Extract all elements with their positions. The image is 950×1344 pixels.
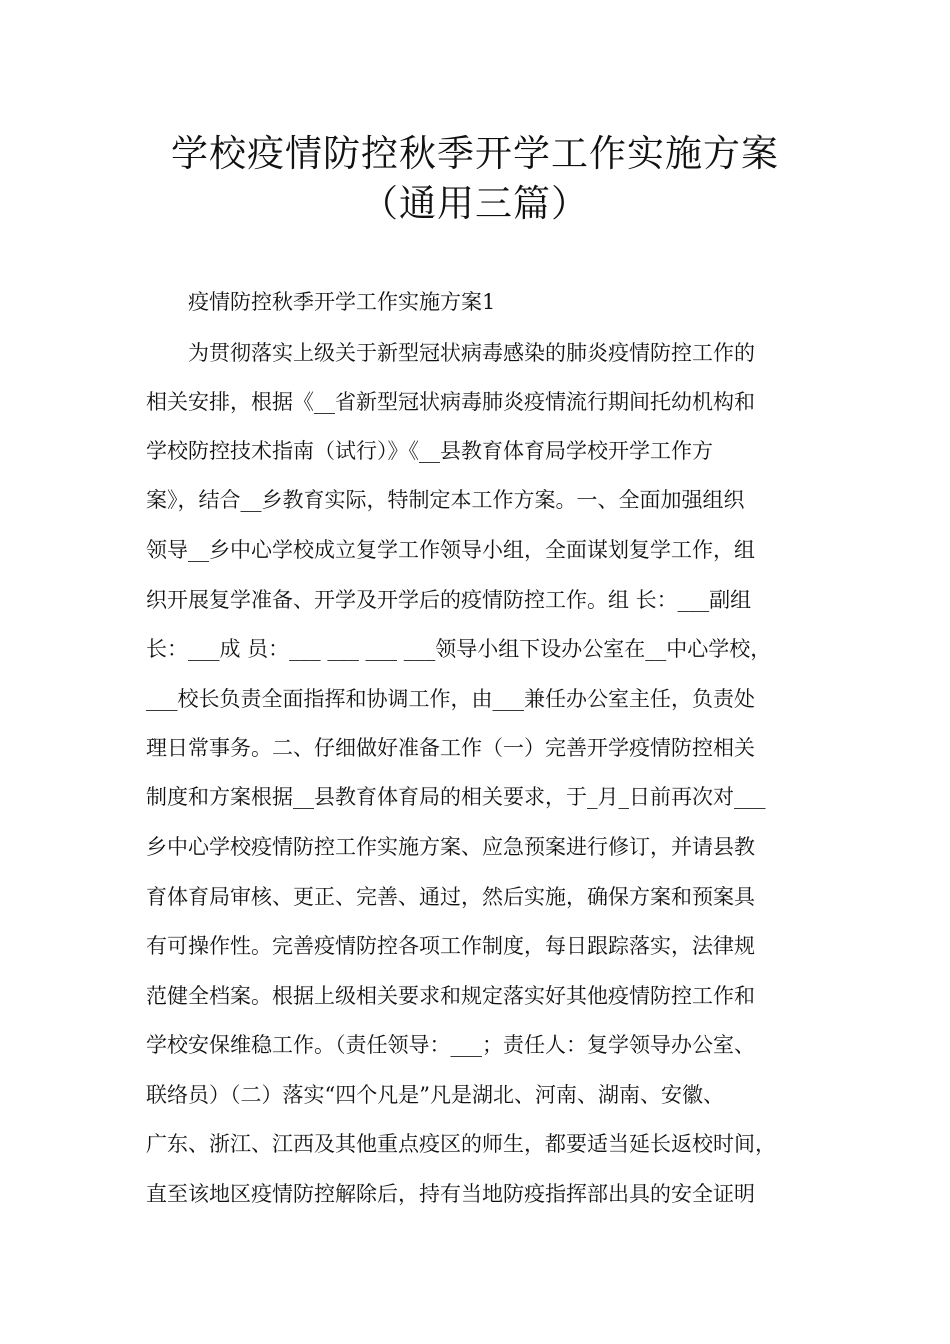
body-line: 学校安保维稳工作。（责任领导：___；责任人：复学领导办公室、: [146, 1033, 755, 1057]
body-line: 理日常事务。二、仔细做好准备工作（一）完善开学疫情防控相关: [146, 736, 755, 760]
section-heading: 疫情防控秋季开学工作实施方案1: [188, 290, 496, 314]
body-line: 织开展复学准备、开学及开学后的疫情防控工作。组 长：___副组: [146, 588, 752, 612]
body-line: 育体育局审核、更正、完善、通过，然后实施，确保方案和预案具: [146, 885, 755, 909]
body-line: 为贯彻落实上级关于新型冠状病毒感染的肺炎疫情防控工作的: [188, 341, 755, 365]
body-line: ___校长负责全面指挥和协调工作，由___兼任办公室主任，负责处: [146, 687, 755, 711]
body-line: 案》，结合__乡教育实际，特制定本工作方案。一、全面加强组织: [146, 488, 745, 512]
body-line: 联络员）（二）落实“四个凡是”凡是湖北、河南、湖南、安徽、: [146, 1083, 724, 1107]
body-line: 长：___成 员：___ ___ ___ ___领导小组下设办公室在__中心学校，: [146, 637, 772, 661]
body-line: 范健全档案。根据上级相关要求和规定落实好其他疫情防控工作和: [146, 984, 755, 1008]
body-line: 乡中心学校疫情防控工作实施方案、应急预案进行修订，并请县教: [146, 835, 755, 859]
body-line: 广东、浙江、江西及其他重点疫区的师生，都要适当延长返校时间，: [146, 1132, 776, 1156]
body-line: 有可操作性。完善疫情防控各项工作制度，每日跟踪落实，法律规: [146, 934, 755, 958]
body-line: 制度和方案根据__县教育体育局的相关要求，于_月_日前再次对___: [146, 785, 766, 809]
body-line: 学校防控技术指南（试行）》《__县教育体育局学校开学工作方: [146, 439, 713, 463]
document-title-line-2: （通用三篇）: [361, 182, 589, 225]
body-line: 直至该地区疫情防控解除后，持有当地防疫指挥部出具的安全证明: [146, 1182, 755, 1206]
document-title-line-1: 学校疫情防控秋季开学工作实施方案: [171, 132, 779, 175]
body-line: 领导__乡中心学校成立复学工作领导小组，全面谋划复学工作，组: [146, 538, 755, 562]
body-line: 相关安排，根据《__省新型冠状病毒肺炎疫情流行期间托幼机构和: [146, 390, 755, 414]
